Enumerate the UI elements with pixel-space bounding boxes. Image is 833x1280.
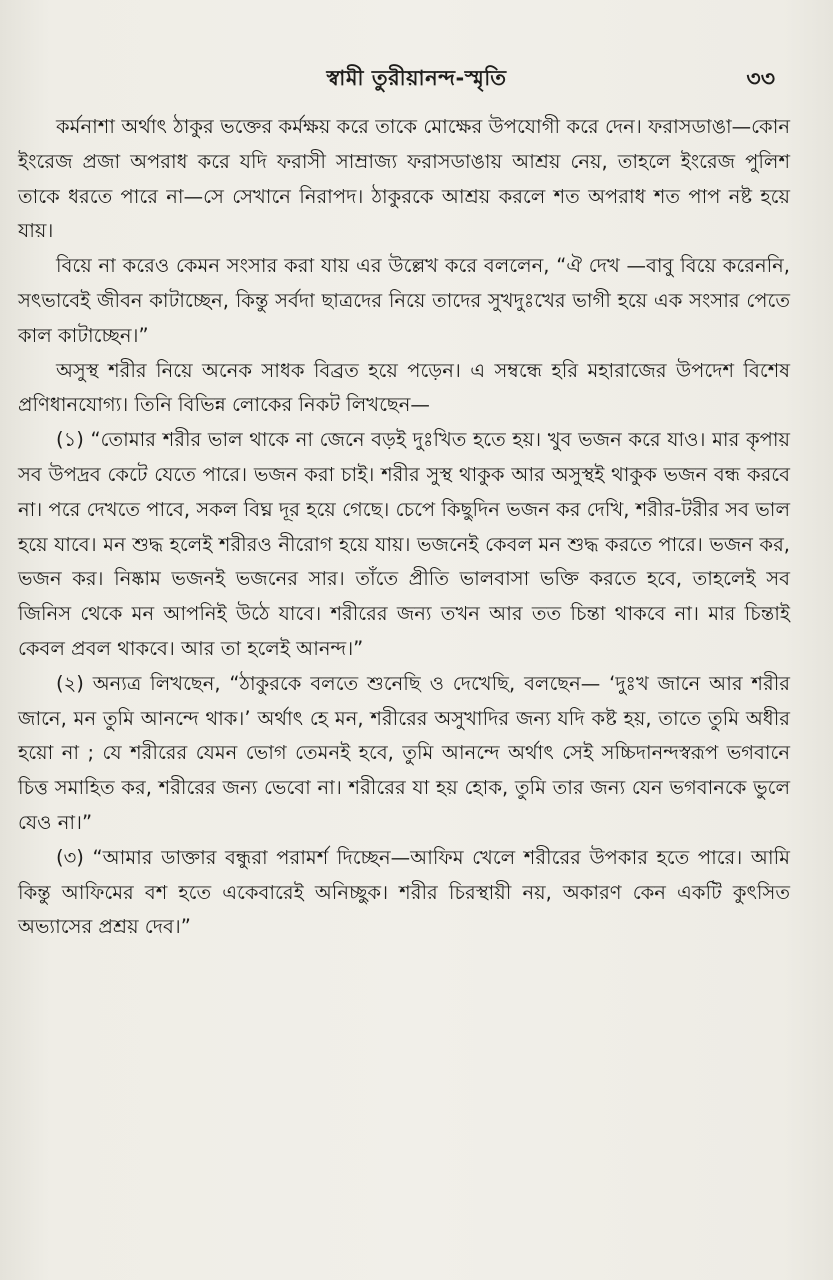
paragraph-4: (১) “তোমার শরীর ভাল থাকে না জেনে বড়ই দুঃখিত হতে হয়। খুব ভজন করে যাও। মার কৃপায় সব উপদ্রব কেটে যেতে পারে। ভজন করা চাই। শরীর সুস্থ থাকুক আর অসুস্থই থাকুক ভজন বন্ধ করবে না। পরে দেখতে পাবে, সকল বিঘ্ন দূর হয়ে গেছে। চেপে কিছুদিন ভজন কর দেখি, শরীর-টরীর সব ভাল হয়ে যাবে। মন শুদ্ধ হলেই শরীরও নীরোগ হয়ে যায়। ভজনেই কেবল মন শুদ্ধ করতে পারে। ভজন কর, ভজন কর। নিষ্কাম ভজনই ভজনের সার। তাঁতে প্রীতি ভালবাসা ভক্তি করতে হবে, তাহলেই সব জিনিস থেকে মন আপনিই উঠে যাবে। শরীরের জন্য তখন আর তত চিন্তা থাকবে না। মার চিন্তাই কেবল প্রবল থাকবে। আর তা হলেই আনন্দ।” — [18, 428, 790, 660]
paragraph-2: বিয়ে না করেও কেমন সংসার করা যায় এর উল্লেখ করে বললেন, “ঐ দেখ —বাবু বিয়ে করেননি, সৎভাবেই জীবন কাটাচ্ছেন, কিন্তু সর্বদা ছাত্রদের নিয়ে তাদের সুখদুঃখের ভাগী হয়ে এক সংসার পেতে কাল কাটাচ্ছেন।” — [18, 254, 790, 347]
paragraph-3: অসুস্থ শরীর নিয়ে অনেক সাধক বিব্রত হয়ে পড়েন। এ সম্বন্ধে হরি মহারাজের উপদেশ বিশেষ প্রণিধানযোগ্য। তিনি বিভিন্ন লোকের নিকট লিখছেন— — [18, 358, 790, 417]
body-text — [18, 110, 790, 945]
paragraph-6: (৩) “আমার ডাক্তার বন্ধুরা পরামর্শ দিচ্ছেন—আফিম খেলে শরীরের উপকার হতে পারে। আমি কিন্তু আফিমের বশ হতে একেবারেই অনিচ্ছুক। শরীর চিরস্থায়ী নয়, অকারণ কেন একটি কুৎসিত অভ্যাসের প্রশ্রয় দেব।” — [18, 845, 790, 939]
paragraph-5: (২) অন্যত্র লিখছেন, “ঠাকুরকে বলতে শুনেছি ও দেখেছি, বলছেন— ‘দুঃখ জানে আর শরীর জানে, মন তুমি আনন্দে থাক।’ অর্থাৎ হে মন, শরীরের অসুখাদির জন্য যদি কষ্ট হয়, তাতে তুমি অধীর হয়ো না ; যে শরীরের যেমন ভোগ তেমনই হবে, তুমি আনন্দে অর্থাৎ সেই সচ্চিদানন্দস্বরূপ ভগবানে চিত্ত সমাহিত কর, শরীরের জন্য ভেবো না। শরীরের যা হয় হোক, তুমি তার জন্য যেন ভগবানকে ভুলে যেও না।” — [18, 671, 790, 834]
page-number: ৩৩ — [746, 67, 775, 92]
page-title: স্বামী তুরীয়ানন্দ-স্মৃতি — [326, 66, 507, 90]
paragraph-1: কর্মনাশা অর্থাৎ ঠাকুর ভক্তের কর্মক্ষয় করে তাকে মোক্ষের উপযোগী করে দেন। ফরাসডাঙা—কোন ইংরেজ প্রজা অপরাধ করে যদি ফরাসী সাম্রাজ্য ফরাসডাঙায় আশ্রয় নেয়, তাহলে ইংরেজ পুলিশ তাকে ধরতে পারে না—সে সেখানে নিরাপদ। ঠাকুরকে আশ্রয় করলে শত অপরাধ শত পাপ নষ্ট হয়ে যায়। — [18, 115, 790, 243]
running-head — [0, 62, 833, 92]
